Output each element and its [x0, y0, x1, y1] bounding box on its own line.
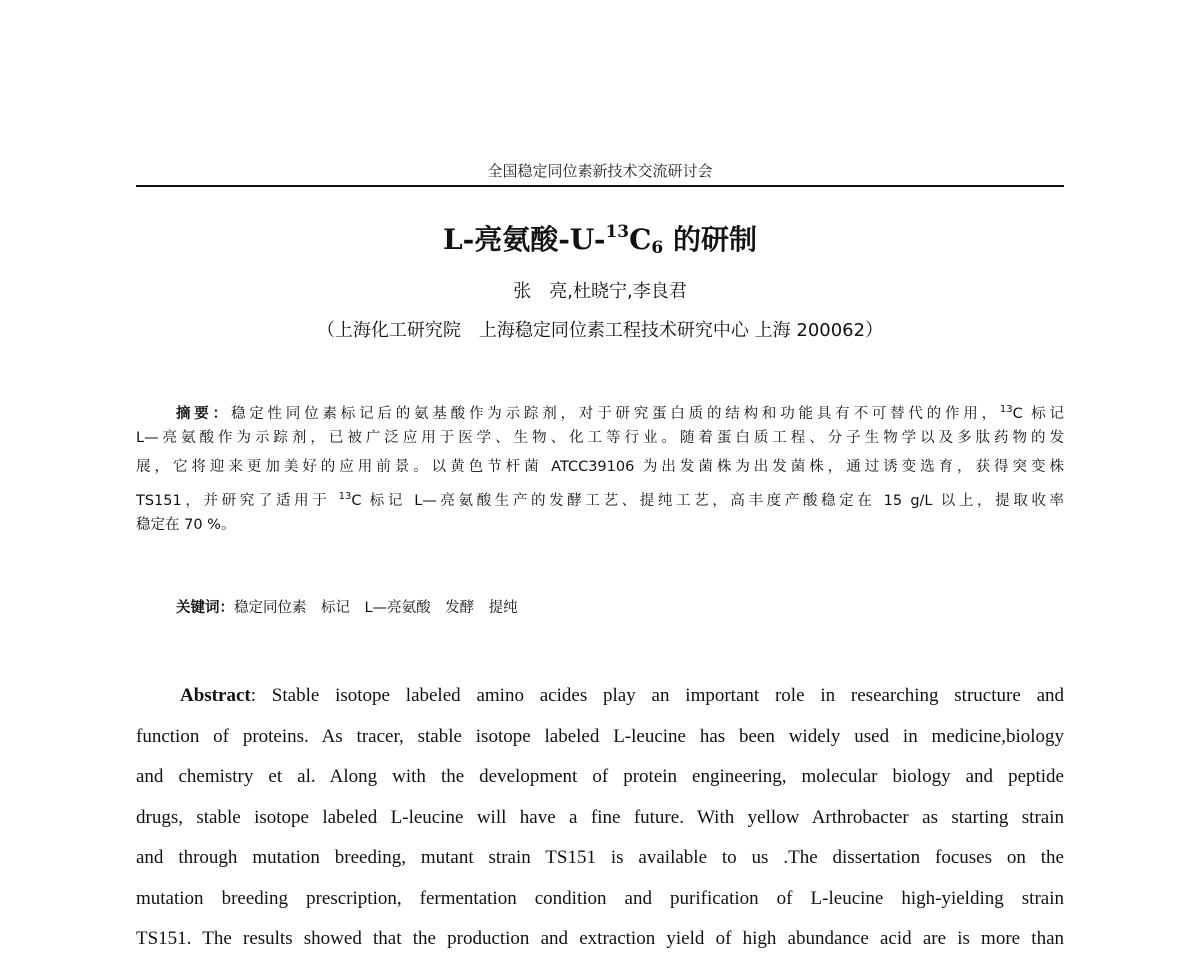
running-header: 全国稳定同位素新技术交流研讨会	[487, 162, 713, 180]
keywords-text: 稳定同位素 标记 L—亮氨酸 发酵 提纯	[234, 600, 518, 616]
authors: 张 亮,杜晓宁,李良君	[513, 281, 687, 302]
en-abstract-label: Abstract	[180, 685, 251, 706]
cn-abstract-line: L—亮氨酸作为示踪剂，已被广泛应用于医学、生物、化工等行业。随着蛋白质工程、分子生物学以及多肽药物的发	[136, 430, 1064, 446]
cn-abstract-label: 摘要：	[176, 406, 231, 422]
cn-superscript: 13	[999, 404, 1013, 415]
en-abstract-line: and chemistry et al. Along with the development of protein engineering, molecular biology and peptide	[136, 766, 1064, 787]
cn-abstract-line	[136, 395, 1064, 424]
chinese-abstract	[136, 395, 1064, 540]
keywords	[176, 596, 518, 617]
en-abstract-line: function of proteins. As tracer, stable isotope labeled L-leucine has been widely used in medicine,biology	[136, 725, 1064, 747]
title-suffix: 的研制	[663, 223, 758, 256]
en-abstract-line: and through mutation breeding, mutant strain TS151 is available to us .The dissertation focuses on the	[136, 847, 1064, 868]
title-element: C	[629, 223, 652, 256]
en-abstract-line	[136, 676, 1064, 717]
english-abstract	[136, 676, 1064, 960]
en-abstract-text: : Stable isotope labeled amino acides play an important role in researching structure and	[250, 685, 1064, 706]
keywords-label: 关键词：	[176, 600, 234, 616]
en-abstract-line: TS151. The results showed that the production and extraction yield of high abundance acid are is more than	[136, 928, 1064, 949]
en-abstract-line: drugs, stable isotope labeled L-leucine will have a fine future. With yellow Arthrobacter as starting strain	[136, 806, 1064, 828]
cn-superscript: 13	[338, 491, 352, 502]
cn-abstract-text: C 标记	[1012, 406, 1065, 422]
cn-abstract-text: 稳定性同位素标记后的氨基酸作为示踪剂，对于研究蛋白质的结构和功能具有不可替代的作用，	[230, 406, 1000, 422]
affiliation: （上海化工研究院 上海稳定同位素工程技术研究中心 上海 200062）	[316, 320, 884, 341]
cn-abstract-line: 展，它将迎来更加美好的应用前景。以黄色节杆菌 ATCC39106 为出发菌株为出发菌株，通过诱变选育，获得突变株	[136, 459, 1064, 475]
cn-abstract-text: TS151，并研究了适用于	[136, 493, 339, 509]
cn-abstract-line: 稳定在 70 %。	[136, 517, 236, 533]
cn-abstract-line	[136, 482, 1064, 511]
en-abstract-line: mutation breeding prescription, fermentation condition and purification of L-leucine high-yielding strain	[136, 887, 1064, 909]
title-subscript: 6	[651, 238, 664, 258]
cn-abstract-text: C 标记 L—亮氨酸生产的发酵工艺、提纯工艺，高丰度产酸稳定在 15 g/L 以上，提取收率	[351, 493, 1064, 509]
title-isotope: 13	[605, 222, 630, 242]
paper-title	[0, 218, 1200, 258]
header-rule	[136, 185, 1064, 187]
title-prefix: L-亮氨酸-U-	[442, 223, 606, 256]
